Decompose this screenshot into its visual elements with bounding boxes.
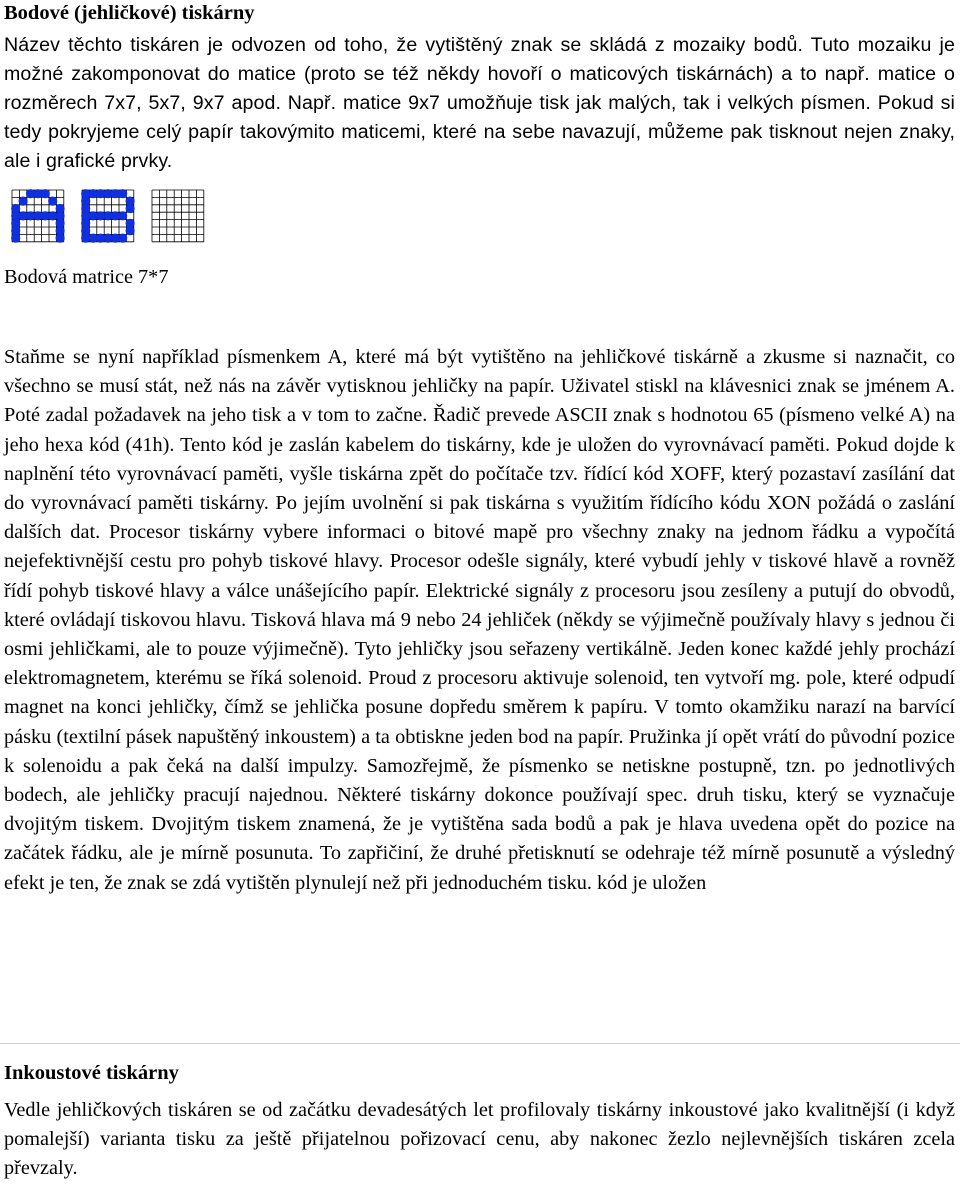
matrix-dot	[56, 234, 65, 243]
matrix-dot	[118, 211, 127, 220]
body-paragraph: Staňme se nyní například písmenkem A, které má být vytištěno na jehličkové tiskárně a zkusme si naznačit, co všechno se musí stát, než nás na závěr vytisknou jehličky na papír. Uživatel stiskl na klávesnici znak se jménem A. Poté zadal požadavek na jeho tisk a v tom to začne. Řadič prevede ASCII znak s hodnotou 65 (písmeno velké A) na jeho hexa kód (41h). Tento kód je zaslán kabelem do tiskárny, kde je uložen do vyrovnávací paměti. Pokud dojde k naplnění této vyrovnávací paměti, vyšle tiskárna zpět do počítače tzv. řídící kód XOFF, který pozastaví zasílání dat do vyrovnávací paměti tiskárny. Po jejím uvolnění si pak tiskárna s využitím řídícího kódu XON požádá o zaslání dalších dat. Procesor tiskárny vybere informaci o bitové mapě pro všechny znaky na jednom řádku a vypočítá nejefektivnější cestu pro pohyb tiskové hlavy. Procesor odešle signály, které vybudí jehly v tiskové hlavě a rovněž řídí pohyb tiskové hlavy a válce unášejícího papír. Elektrické signály z procesoru jsou zesíleny a putují do obvodů, které ovládají tiskovou hlavu. Tisková hlava má 9 nebo 24 jehliček (někdy se výjimečně používaly hlavy s jednou či osmi jehličkami, ale to pouze výjimečně). Tyto jehličky jsou seřazeny vertikálně. Jeden konec každé jehly prochází elektromagnetem, kterému se říká solenoid. Proud z procesoru aktivuje solenoid, ten vytvoří mg. pole, které odpudí magnet na konci jehličky, čímž se jehlička posune dopředu směrem k papíru. V tomto okamžiku narazí na barvící pásku (textilní pásek napuštěný inkoustem) a ta obtiskne jeden bod na papír. Pružinka jí opět vrátí do původní pozice k solenoidu a pak čeká na další impulzy. Samozřejmě, že písmenko se netiskne postupně, tzn. po jednotlivých bodech, ale jehličky pracují najednou. Některé tiskárny dokonce používají spec. druh tisku, který se vyznačuje dvojitým tiskem. Dvojitým tiskem znamená, že je vytištěna sada bodů a pak je hlava uvedena opět do pozice na začátek řádku, ale je mírně posunuta. To zapřičiní, že druhé přetisknutí se odehraje též mírně posunutě a výsledný efekt je ten, že znak se zdá vytištěn plynulejí než při jednoduchém tisku. kód je uložen	[4, 346, 955, 894]
section-divider	[0, 1043, 960, 1044]
intro-paragraph: Název těchto tiskáren je odvozen od toho, že vytištěný znak se skládá z mozaiky bodů. Tuto mozaiku je možné zakomponovat do matice (proto se též někdy hovoří o maticových tiskárnách) a to např. matice o rozměrech 7x7, 5x7, 9x7 apod. Např. matice 9x7 umožňuje tisk jak malých, tak i velkých písmen. Pokud si tedy pokryjeme celý papír takovýmito maticemi, které na sebe navazují, můžeme pak tisknout nejen znaky, ale i grafické prvky.	[4, 34, 955, 172]
matrix-3	[152, 190, 204, 242]
matrix-dot	[118, 189, 127, 198]
matrix-dot	[126, 204, 135, 213]
matrix-dot	[126, 226, 135, 235]
section-title-inkjet: Inkoustové tiskárny	[4, 1062, 179, 1084]
matrix-2	[81, 189, 135, 243]
matrix-dot	[48, 197, 57, 206]
matrix-dot	[19, 197, 28, 206]
matrix-dot	[41, 189, 50, 198]
matrix-1	[11, 189, 65, 243]
dot-matrix-figure	[8, 186, 218, 248]
section-title-dot-matrix: Bodové (jehličkové) tiskárny	[4, 2, 255, 24]
matrix-dot	[11, 234, 20, 243]
inkjet-paragraph: Vedle jehličkových tiskáren se od začátku devadesátých let profilovaly tiskárny inkoustové jako kvalitnější (i když pomalejší) varianta tisku za ještě přijatelnou pořizovací cenu, aby nakonec žezlo nejlevnějších tiskáren zcela převzaly.	[4, 1099, 955, 1180]
figure-caption: Bodová matrice 7*7	[4, 266, 169, 288]
matrix-dot	[118, 234, 127, 243]
